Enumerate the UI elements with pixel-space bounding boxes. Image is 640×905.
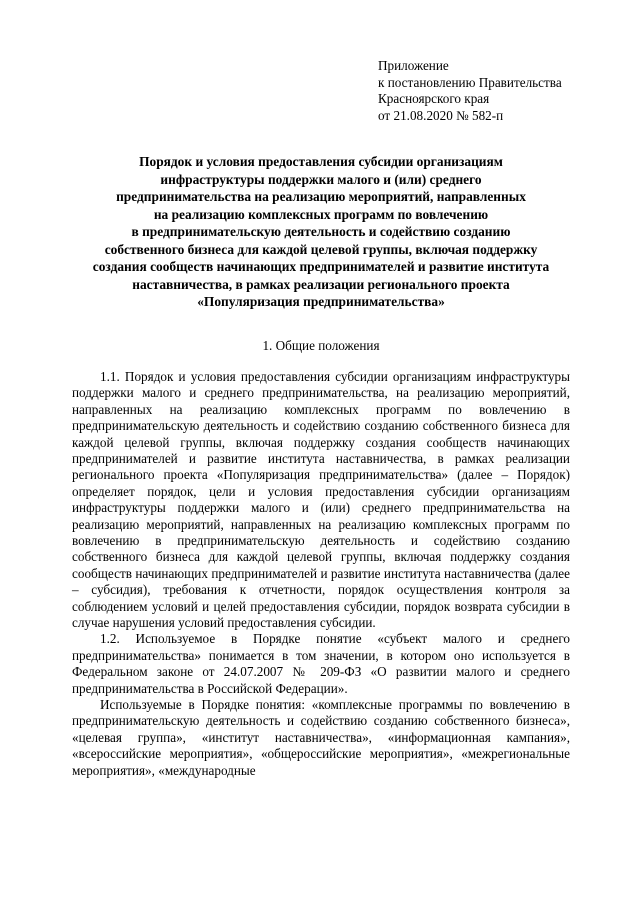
title-line: в предпринимательскую деятельность и содействию созданию (131, 224, 511, 240)
paragraph-1-1: 1.1. Порядок и условия предоставления субсидии организациям инфраструктуры поддержки малого и среднего предпринимательства, на реализацию мероприятий, направленных на реализацию комплексных программ по вовлечению в предпринимательскую деятельность и содействию созданию собственного бизнеса для каждой целевой группы, включая поддержку создания сообществ начинающих предпринимателей и развитие института наставничества, в рамках реализации регионального проекта «Популяризация предпринимательства» (далее – Порядок) определяет порядок, цели и условия предоставления субсидии организациям инфраструктуры поддержки малого и (или) среднего предпринимательства на реализацию мероприятий, направленных на реализацию комплексных программ по вовлечению в предпринимательскую деятельность и содействию созданию собственного бизнеса для каждой целевой группы, включая поддержку создания сообществ начинающих предпринимателей и развитие института наставничества (далее – субсидия), требования к отчетности, порядок осуществления контроля за соблюдением условий и целей предоставления субсидии, порядок возврата субсидии в случае нарушения условий предоставления субсидии. (72, 368, 570, 630)
title-line: создания сообществ начинающих предпринимателей и развитие института (92, 259, 550, 275)
title-line: на реализацию комплексных программ по вовлечению (153, 206, 489, 222)
paragraph-terms: Используемые в Порядке понятия: «комплексные программы по вовлечению в предпринимательскую деятельность и содействию созданию собственного бизнеса», «целевая группа», «институт наставничества», «информационная кампания», «всероссийские мероприятия», «общероссийские мероприятия», «межрегиональные мероприятия», «международные (72, 697, 570, 778)
document-body (72, 369, 570, 779)
section-heading: 1. Общие положения (262, 337, 380, 353)
title-line: наставничества, в рамках реализации регионального проекта (132, 276, 510, 292)
title-line: инфраструктуры поддержки малого и (или) среднего (160, 171, 482, 187)
appendix-header (378, 58, 570, 124)
header-line: от 21.08.2020 № 582-п (378, 107, 504, 123)
document-title (72, 153, 570, 311)
title-line: Порядок и условия предоставления субсидии организациям (139, 154, 503, 170)
title-line: предпринимательства на реализацию мероприятий, направленных (116, 189, 526, 205)
paragraph-1-2: 1.2. Используемое в Порядке понятие «субъект малого и среднего предпринимательства» понимается в том значении, в котором оно используется в Федеральном законе от 24.07.2007 № 209-ФЗ «О развитии малого и среднего предпринимательства в Российской Федерации». (72, 631, 570, 696)
title-line: «Популяризация предпринимательства» (197, 294, 445, 310)
header-line: Приложение (378, 58, 449, 73)
title-line: собственного бизнеса для каждой целевой группы, включая поддержку (104, 241, 538, 257)
header-line: Красноярского края (378, 91, 490, 107)
header-line: к постановлению Правительства (378, 74, 562, 90)
